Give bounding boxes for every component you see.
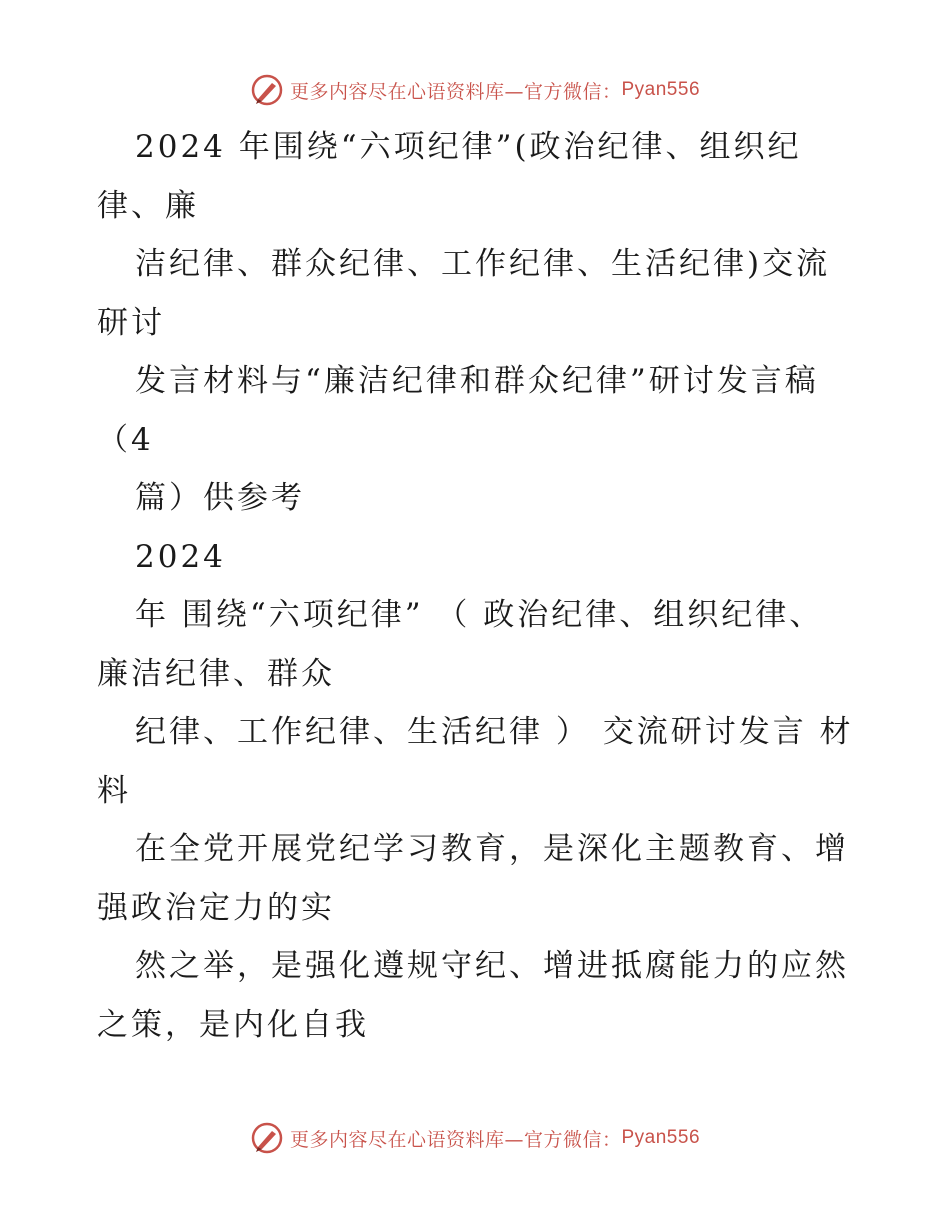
text-line: 之策，是内化自我	[97, 1006, 369, 1043]
text-line: 2024	[135, 538, 226, 575]
text-line: （4	[97, 421, 154, 458]
text-line: 研讨	[97, 304, 165, 341]
text-line: 强政治定力的实	[97, 889, 335, 926]
footer-watermark	[0, 1118, 950, 1158]
watermark-text: 更多内容尽在心语资料库—官方微信：	[289, 80, 622, 103]
text-line: 洁纪律、群众纪律、工作纪律、生活纪律)交流	[135, 246, 831, 282]
text-line: 纪律、工作纪律、生活纪律 ） 交流研讨发言 材	[135, 714, 854, 750]
text-line: 律、廉	[97, 187, 199, 224]
text-line: 廉洁纪律、群众	[97, 655, 335, 692]
text-line: 2024 年围绕“六项纪律”(政治纪律、组织纪	[135, 129, 802, 165]
text-line: 在全党开展党纪学习教育，是深化主题教育、增	[135, 831, 849, 867]
text-line: 年 围绕“六项纪律” （ 政治纪律、组织纪律、	[135, 597, 824, 633]
pen-circle-logo-icon	[250, 73, 284, 107]
watermark-text: 更多内容尽在心语资料库—官方微信：	[289, 1128, 622, 1151]
document-body	[97, 118, 857, 1054]
watermark-wechat-id: Pyan556	[621, 1127, 701, 1148]
text-line: 篇）供参考	[135, 480, 305, 516]
text-line: 然之举，是强化遵规守纪、增进抵腐能力的应然	[135, 948, 849, 984]
text-line: 料	[97, 772, 131, 809]
pen-circle-logo-icon	[250, 1121, 284, 1155]
header-watermark	[0, 70, 950, 110]
text-line: 发言材料与“廉洁纪律和群众纪律”研讨发言稿	[135, 363, 819, 399]
watermark-wechat-id: Pyan556	[621, 79, 701, 100]
